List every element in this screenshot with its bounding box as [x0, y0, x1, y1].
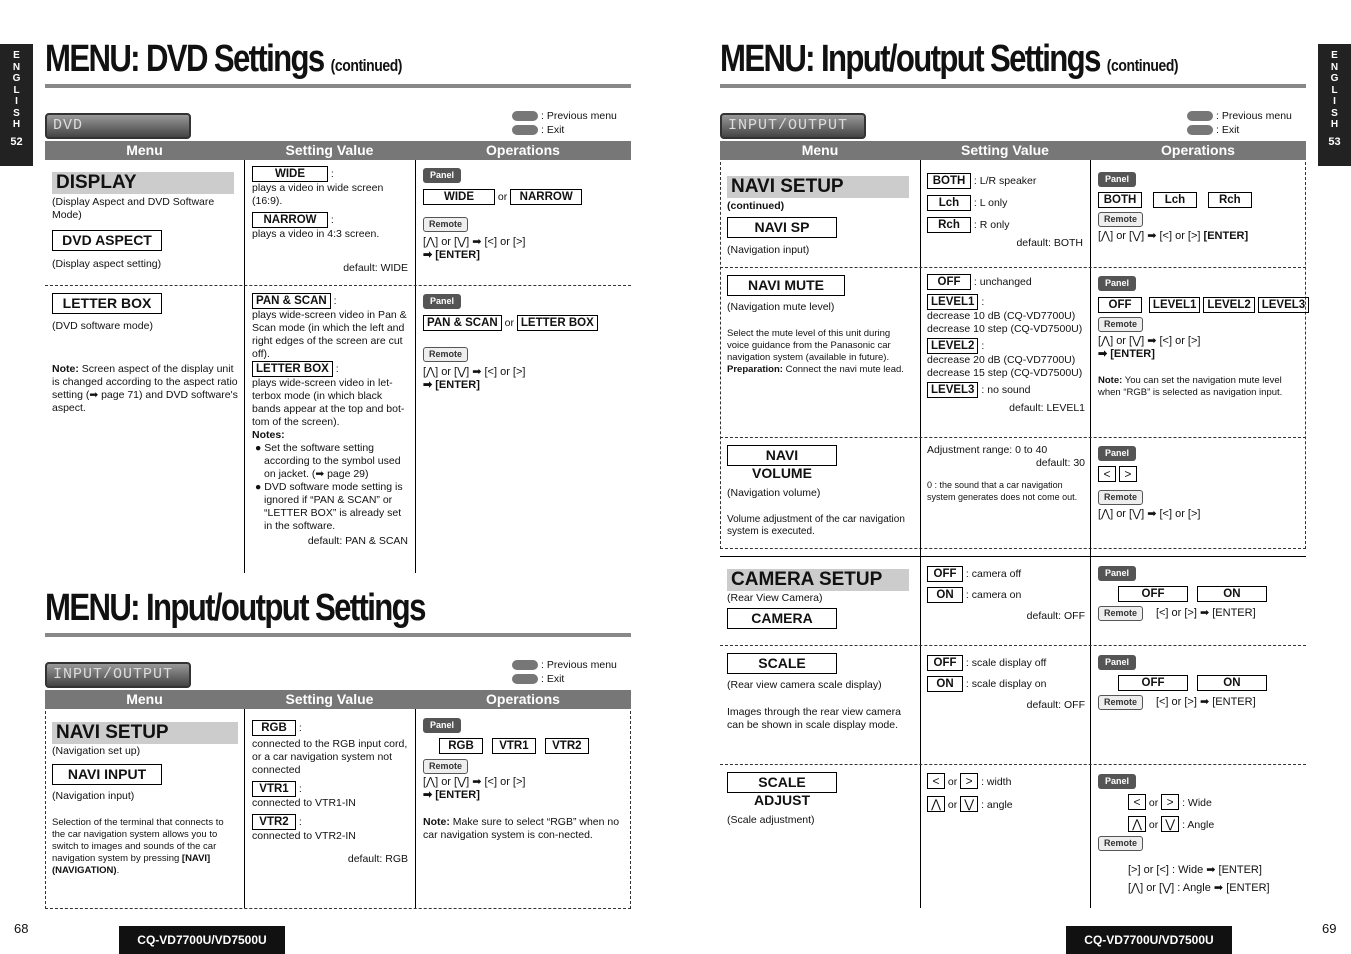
nav-legend: : Previous menu : Exit: [1187, 109, 1292, 137]
display-operations: Panel WIDE or NARROW Remote [⋀] or [⋁] ➡ [<] or [>] ➡ [ENTER]: [423, 168, 623, 262]
vtr1-button[interactable]: VTR1: [492, 738, 536, 754]
off-button[interactable]: OFF: [1098, 297, 1142, 313]
rch-button[interactable]: Rch: [1208, 192, 1252, 208]
vtr2-button[interactable]: VTR2: [545, 738, 589, 754]
letter-box-item[interactable]: LETTER BOX: [52, 293, 162, 314]
letterbox-operations: Panel PAN & SCAN or LETTER BOX Remote [⋀] or [⋁] ➡ [<] or [>] ➡ [ENTER]: [423, 294, 623, 392]
language-tab-right: [1318, 44, 1351, 166]
camera-off-button[interactable]: OFF: [1118, 586, 1188, 602]
both-button[interactable]: BOTH: [1098, 192, 1142, 208]
display-settings: WIDE : plays a video in wide screen (16:9). NARROW : plays a video in 4:3 screen. default: WIDE: [252, 168, 408, 274]
page-number: 69: [1322, 921, 1337, 936]
up-arrow-icon[interactable]: ⋀: [1128, 816, 1146, 832]
dvd-panel-label: DVD: [45, 113, 191, 139]
page-title: MENU: Input/output Settings (continued): [720, 38, 1179, 80]
letterbox-menu: LETTER BOX (DVD software mode) Note: Screen aspect of the display unit is changed according to the aspect ratio setting (➡ page 71) and DVD software's aspect.: [52, 295, 238, 414]
camera-settings: OFF : camera off ON : camera on default: OFF: [927, 564, 1085, 627]
navi-volume-item[interactable]: NAVI VOLUME: [727, 445, 837, 466]
camera-menu: CAMERA SETUP (Rear View Camera) CAMERA: [727, 569, 909, 629]
level3-button[interactable]: LEVEL3: [1258, 297, 1309, 313]
navi-sp-item[interactable]: NAVI SP: [727, 217, 837, 238]
model-label: CQ-VD7700U/VD7500U: [1066, 926, 1232, 954]
navi-input-operations: Panel RGB VTR1 VTR2 Remote [⋀] or [⋁] ➡ [<] or [>] ➡ [ENTER] Note: Make sure to select “RGB” when no car navigation system is con-nected.: [423, 720, 620, 841]
tab-letters: E N G L I S H: [1330, 50, 1339, 130]
scale-settings: OFF : scale display off ON : scale display on default: OFF: [927, 653, 1085, 716]
camera-operations: Panel OFF ON Remote [<] or [>] ➡ [ENTER]: [1098, 566, 1300, 621]
level2-button[interactable]: LEVEL2: [1203, 297, 1254, 313]
menu-heading: DISPLAY: [52, 172, 234, 194]
level1-button[interactable]: LEVEL1: [1149, 297, 1200, 313]
navi-mute-item[interactable]: NAVI MUTE: [727, 275, 845, 296]
tab-letters: E N G L I S H: [12, 50, 21, 130]
navi-volume-settings: Adjustment range: 0 to 40 default: 30 0 : the sound that a car navigation system generates does not come out.: [927, 444, 1085, 502]
camera-on-button[interactable]: ON: [1197, 586, 1267, 602]
scale-item[interactable]: SCALE: [727, 653, 837, 674]
navi-sp-operations: Panel BOTH Lch Rch Remote [⋀] or [⋁] ➡ [<] or [>] [ENTER]: [1098, 172, 1300, 243]
pan-scan-button[interactable]: PAN & SCAN: [423, 315, 502, 331]
navi-volume-operations: Panel < > Remote [⋀] or [⋁] ➡ [<] or [>]: [1098, 448, 1201, 520]
nav-legend: : Previous menu : Exit: [512, 109, 617, 137]
io-panel-label: INPUT/OUTPUT: [720, 113, 866, 139]
scale-adjust-menu: SCALE ADJUST (Scale adjustment): [727, 772, 911, 827]
io-panel-label: INPUT/OUTPUT: [45, 662, 191, 688]
narrow-button[interactable]: NARROW: [510, 189, 582, 205]
display-menu: DISPLAY (Display Aspect and DVD Software Mode) DVD ASPECT (Display aspect setting): [52, 172, 234, 271]
camera-item[interactable]: CAMERA: [727, 608, 837, 629]
page-title: MENU: DVD Settings (continued): [45, 38, 403, 80]
nav-legend: : Previous menu : Exit: [512, 658, 617, 686]
scale-on-button[interactable]: ON: [1197, 675, 1267, 691]
right-arrow-icon[interactable]: >: [1161, 794, 1179, 810]
scale-menu: SCALE (Rear view camera scale display) Images through the rear view camera can be shown in scale display mode.: [727, 655, 901, 731]
model-label: CQ-VD7700U/VD7500U: [119, 926, 285, 954]
scale-adjust-settings: < or > : width ⋀ or ⋁ : angle: [927, 771, 1085, 817]
tab-page-number: 52: [10, 135, 23, 148]
wide-button[interactable]: WIDE: [423, 189, 495, 205]
section-title: MENU: Input/output Settings: [45, 587, 425, 629]
navi-input-settings: RGB : connected to the RGB input cord, or a car navigation system not connected VTR1 : connected to VTR1-IN VTR2 : connected to VTR2-IN default: RGB: [252, 722, 408, 865]
navi-sp-settings: BOTH : L/R speaker Lch : L only Rch : R only default: BOTH: [927, 170, 1083, 250]
table-header: Menu Setting Value Operations: [720, 141, 1306, 160]
scale-operations: Panel OFF ON Remote [<] or [>] ➡ [ENTER]: [1098, 655, 1300, 710]
navi-setup-menu: NAVI SETUP (Navigation set up) NAVI INPUT (Navigation input) Selection of the terminal that connects to the car navigation system allows you to switch to images and sounds of the car navigation system by pressing [NAVI] (NAVIGATION).: [52, 722, 238, 877]
left-arrow-icon[interactable]: <: [1098, 466, 1116, 482]
table-header: Menu Setting Value Operations: [45, 141, 631, 160]
down-arrow-icon[interactable]: ⋁: [1161, 816, 1179, 832]
right-arrow-icon[interactable]: >: [1119, 466, 1137, 482]
language-tab-left: [0, 44, 33, 166]
page-number: 68: [14, 921, 29, 936]
navi-mute-operations: Panel OFF LEVEL1 LEVEL2 LEVEL3 Remote [⋀] or [⋁] ➡ [<] or [>] ➡ [ENTER] Note: You can set the navigation mute level when “RGB” is selected as navigation input.: [1098, 276, 1300, 399]
navi-mute-menu: NAVI MUTE (Navigation mute level) Select the mute level of this unit during voice guidance from the Panasonic car navigation system (available in future). Preparation: Connect the navi mute lead.: [727, 277, 904, 375]
scale-off-button[interactable]: OFF: [1118, 675, 1188, 691]
title-rule: [45, 84, 631, 88]
letter-box-button[interactable]: LETTER BOX: [517, 315, 598, 331]
rgb-button[interactable]: RGB: [439, 738, 483, 754]
letterbox-settings: PAN & SCAN : plays wide-screen video in Pan & Scan mode (in which the left and right edges of the screen are cut off). LETTER BOX : plays wide-screen video in let-terbox mode (in which black bands appear at the top and bot-tom of the screen). Notes: ● Set the software setting according to the symbol used on jacket. (➡ page 29) ● DVD software mode setting is ignored if “PAN & SCAN” or “LETTER BOX” is already set in the software. default: PAN & SCAN: [252, 295, 408, 547]
navi-mute-settings: OFF : unchanged LEVEL1 : decrease 10 dB (CQ-VD7700U) decrease 10 step (CQ-VD7500U) LEVEL2 : decrease 20 dB (CQ-VD7700U) decrease 15 step (CQ-VD7500U) LEVEL3 : no sound default: LEVEL1: [927, 276, 1085, 414]
navi-sp-menu: NAVI SETUP (continued) NAVI SP (Navigation input): [727, 176, 909, 257]
navi-input-item[interactable]: NAVI INPUT: [52, 764, 162, 785]
dvd-aspect-item[interactable]: DVD ASPECT: [52, 230, 162, 251]
scale-adjust-item[interactable]: SCALE ADJUST: [727, 772, 837, 793]
navi-volume-menu: NAVI VOLUME (Navigation volume) Volume adjustment of the car navigation system is executed.: [727, 447, 905, 537]
scale-adjust-operations: Panel < or > : Wide ⋀ or ⋁ : Angle Remote [>] or [<] : Wide ➡ [ENTER] [⋀] or [⋁] : Angle ➡ [ENTER]: [1098, 774, 1300, 897]
left-arrow-icon[interactable]: <: [1128, 794, 1146, 810]
lch-button[interactable]: Lch: [1153, 192, 1197, 208]
table-header: Menu Setting Value Operations: [45, 690, 631, 709]
tab-page-number: 53: [1328, 135, 1341, 148]
